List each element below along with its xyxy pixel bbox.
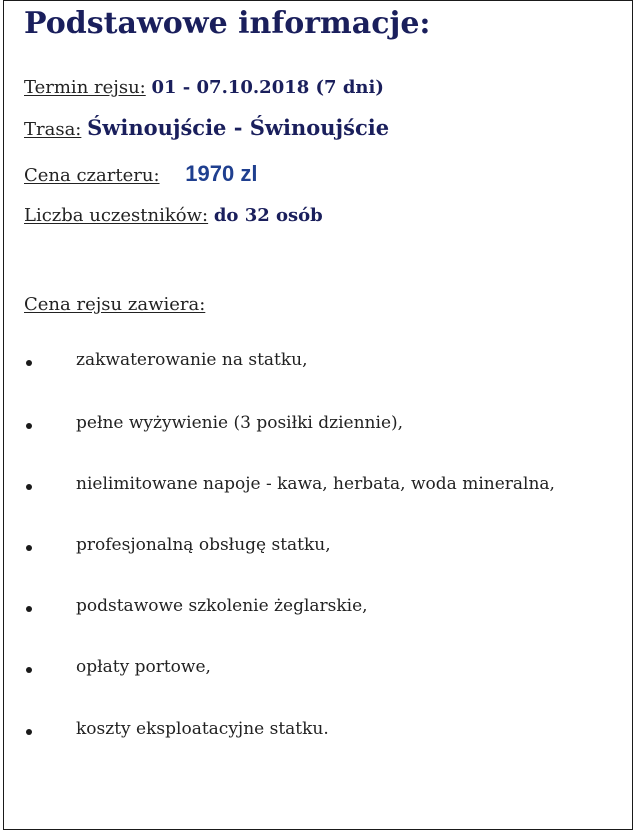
price-value: 1970 zl [185, 161, 258, 186]
bullet-icon [26, 545, 32, 551]
route-label: Trasa: [24, 119, 82, 140]
bullet-icon [26, 667, 32, 673]
term-label: Termin rejsu: [24, 77, 146, 98]
price-label: Cena czarteru: [24, 165, 160, 186]
route-row [24, 115, 389, 140]
bullet-icon [26, 423, 32, 429]
bullet-icon [26, 729, 32, 735]
term-row [24, 77, 384, 98]
bullet-icon [26, 360, 32, 366]
participants-value: do 32 osób [213, 205, 323, 226]
page-title: Podstawowe informacje: [24, 6, 431, 41]
route-value: Świnoujście - Świnoujście [87, 115, 390, 140]
term-value: 01 - 07.10.2018 (7 dni) [151, 77, 384, 98]
list-item-text: zakwaterowanie na statku, [76, 350, 308, 370]
list-item-text: profesjonalną obsługę statku, [76, 535, 331, 555]
list-item-text: koszty eksploatacyjne statku. [76, 719, 329, 739]
list-item-text: podstawowe szkolenie żeglarskie, [76, 596, 368, 616]
participants-label: Liczba uczestników: [24, 205, 209, 226]
participants-row [24, 205, 323, 226]
price-row [24, 161, 257, 187]
includes-heading: Cena rejsu zawiera: [24, 294, 206, 315]
bullet-icon [26, 606, 32, 612]
list-item-text: nielimitowane napoje - kawa, herbata, woda mineralna, [76, 474, 555, 494]
list-item-text: opłaty portowe, [76, 657, 211, 677]
bullet-icon [26, 484, 32, 490]
list-item-text: pełne wyżywienie (3 posiłki dziennie), [76, 413, 404, 433]
